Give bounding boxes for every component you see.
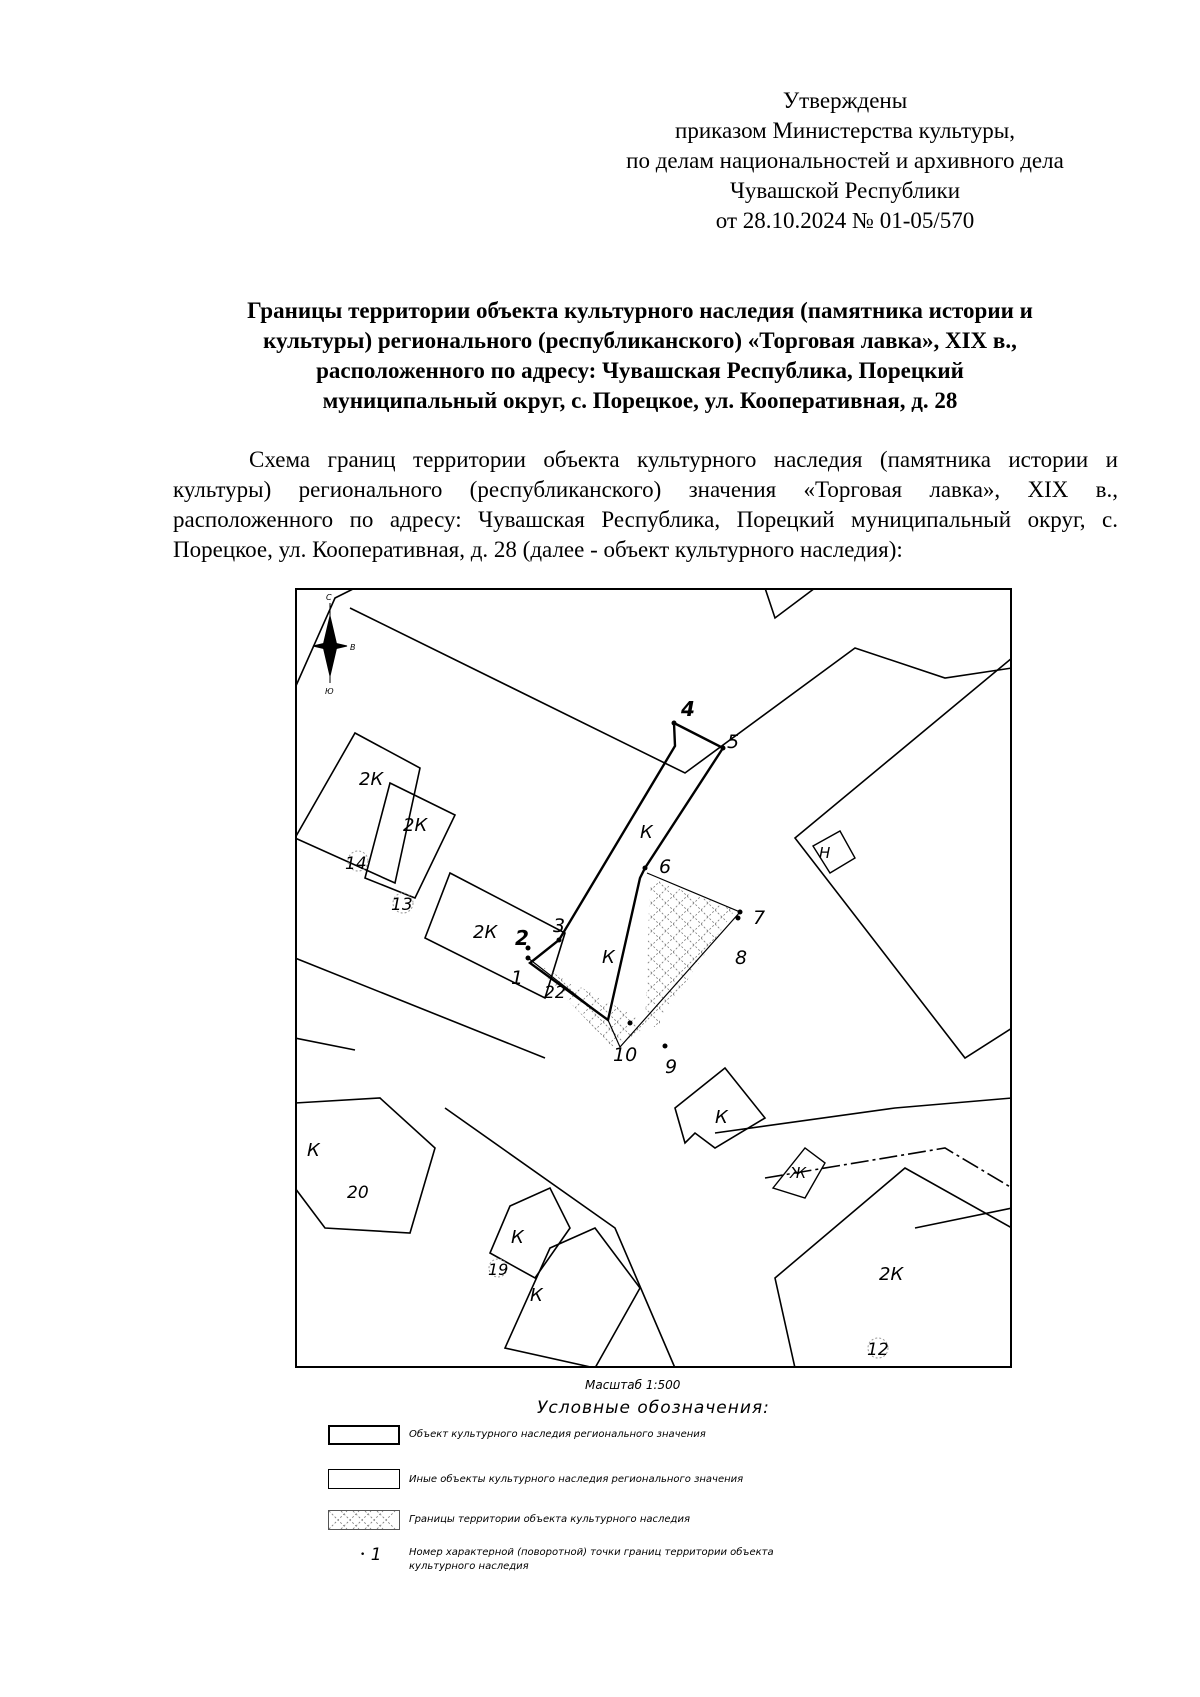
legend-swatch-other-objects xyxy=(328,1469,400,1489)
legend-item: Номер характерной (поворотной) точки границ территории объекта культурного наследия xyxy=(409,1547,774,1572)
label-k-left: К xyxy=(307,1140,320,1161)
point-8: 8 xyxy=(735,947,748,969)
label-k-small: К xyxy=(715,1107,728,1128)
approval-block xyxy=(560,86,1130,236)
description-paragraph: Схема границ территории объекта культурного наследия (памятника истории и культуры) регионального (республиканского) значения «Торговая лавка», XIX в., расположенного по адресу: Чувашская Республика, Порецкий муниципальный округ, с. Порецкое, ул. Кооперативная, д. 28 (далее - объект культурного наследия): xyxy=(173,447,1118,562)
compass-east: В xyxy=(350,643,356,652)
map-scale: Масштаб 1:500 xyxy=(585,1378,681,1392)
point-5: 5 xyxy=(727,731,740,753)
label-main: К xyxy=(640,822,653,843)
title-line: Границы территории объекта культурного наследия (памятника истории и xyxy=(247,298,1033,323)
lot-20: 20 xyxy=(347,1183,369,1203)
title-line: муниципальный округ, с. Порецкое, ул. Кооперативная, д. 28 xyxy=(322,388,958,413)
lot-14: 14 xyxy=(345,854,367,874)
title-line: культуры) регионального (республиканского) «Торговая лавка», XIX в., xyxy=(263,328,1017,353)
point-7: 7 xyxy=(753,907,766,929)
label-k-19: К xyxy=(511,1227,524,1248)
point-6: 6 xyxy=(659,856,672,878)
document-title xyxy=(175,296,1105,416)
approval-line: от 28.10.2024 № 01-05/570 xyxy=(715,208,975,233)
legend-swatch-territory xyxy=(328,1510,400,1530)
lot-13: 13 xyxy=(391,895,413,915)
approval-line: Утверждены xyxy=(782,88,908,113)
legend-item: Объект культурного наследия регионального значения xyxy=(409,1429,706,1440)
label-b2: 2К xyxy=(403,815,428,836)
legend-item: Границы территории объекта культурного наследия xyxy=(409,1514,690,1525)
lot-22: 22 xyxy=(544,983,566,1003)
point-4: 4 xyxy=(681,697,695,721)
label-n: Н xyxy=(819,844,831,862)
label-main-lower: К xyxy=(602,947,615,968)
lot-12: 12 xyxy=(867,1340,889,1360)
legend-title: Условные обозначения: xyxy=(537,1398,770,1418)
label-b3: 2К xyxy=(473,922,498,943)
legend-swatch-heritage-object xyxy=(328,1425,400,1445)
point-10: 10 xyxy=(613,1044,638,1066)
point-1: 1 xyxy=(511,967,524,989)
compass-north: С xyxy=(326,593,332,602)
label-b-right: 2К xyxy=(879,1264,904,1285)
legend-item: Иные объекты культурного наследия регионального значения xyxy=(409,1474,744,1485)
boundary-map xyxy=(295,588,1012,1368)
point-3: 3 xyxy=(553,915,566,937)
legend-point-sample: • 1 xyxy=(360,1545,382,1565)
legend-point-number: 1 xyxy=(370,1545,382,1565)
label-zh: Ж xyxy=(790,1164,807,1182)
approval-line: приказом Министерства культуры, xyxy=(675,118,1015,143)
point-2: 2 xyxy=(515,926,529,950)
label-k-bottom: К xyxy=(530,1285,543,1306)
point-9: 9 xyxy=(665,1056,678,1078)
lot-19: 19 xyxy=(488,1260,509,1279)
label-b1: 2К xyxy=(359,769,384,790)
compass-south: Ю xyxy=(325,687,334,696)
approval-line: Чувашской Республики xyxy=(729,178,961,203)
title-line: расположенного по адресу: Чувашская Республика, Порецкий xyxy=(316,358,964,383)
approval-line: по делам национальностей и архивного дела xyxy=(626,148,1064,173)
